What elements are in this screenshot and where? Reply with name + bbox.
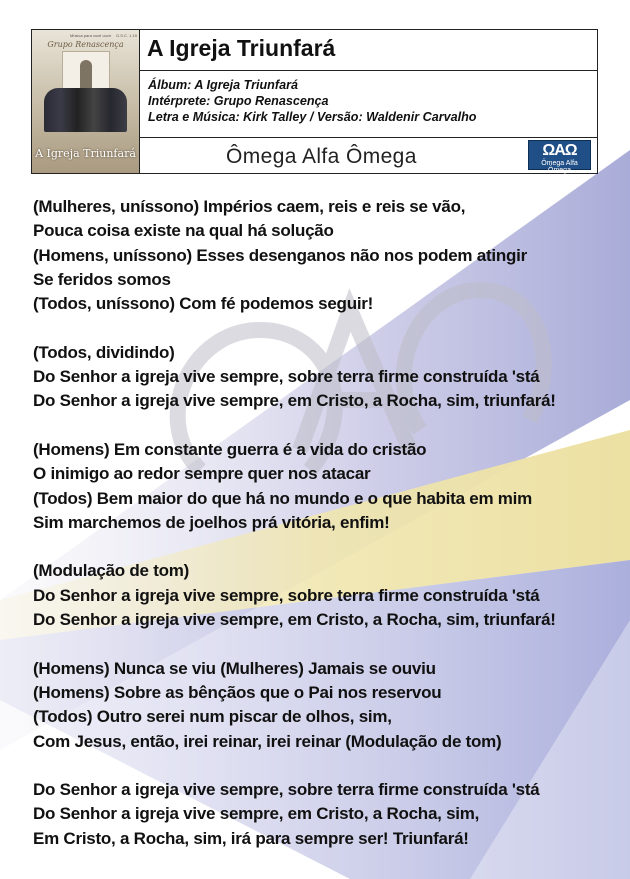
lyric-line: (Homens) Sobre as bênçãos que o Pai nos reservou: [33, 682, 442, 702]
lyric-line: O inimigo ao redor sempre quer nos atacar: [33, 464, 371, 484]
lyric-line: Com Jesus, então, irei reinar, irei reinar (Modulação de tom): [33, 731, 502, 751]
cover-small-text: Música para você ouvir: [70, 33, 112, 38]
lyric-line: Sim marchemos de joelhos prá vitória, enfim!: [33, 512, 390, 532]
lyric-line: Se feridos somos: [33, 269, 171, 289]
omega-logo-icon: ΩAΩ: [542, 142, 577, 159]
brand-name: Ômega Alfa Ômega: [226, 145, 417, 168]
lyric-line: (Todos, uníssono) Com fé podemos seguir!: [33, 294, 374, 314]
lyric-line: Em Cristo, a Rocha, sim, irá para sempre ser! Triunfará!: [33, 828, 469, 848]
logo-caption: Ômega Alfa Ômega: [541, 160, 578, 174]
lyric-line: Do Senhor a igreja vive sempre, sobre terra firme construída 'stá: [33, 367, 540, 387]
lyric-line: Do Senhor a igreja vive sempre, em Cristo, a Rocha, sim, triunfará!: [33, 391, 556, 411]
lyric-line: Pouca coisa existe na qual há solução: [33, 221, 334, 241]
lyric-line: (Todos) Outro serei num piscar de olhos, sim,: [33, 707, 392, 727]
stanza-gap: [33, 535, 623, 559]
lyric-line: (Homens) Nunca se viu (Mulheres) Jamais se ouviu: [33, 658, 436, 678]
cover-code: G.S.C. 1.19: [116, 33, 137, 38]
lyric-line: Do Senhor a igreja vive sempre, em Cristo, a Rocha, sim,: [33, 804, 480, 824]
stanza-gap: [33, 316, 623, 340]
lyric-line: Do Senhor a igreja vive sempre, sobre terra firme construída 'stá: [33, 585, 540, 605]
song-title: A Igreja Triunfará: [140, 30, 597, 71]
lyric-line: (Homens, uníssono) Esses desenganos não nos podem atingir: [33, 245, 527, 265]
cover-church-image: [62, 51, 110, 93]
cover-group-photo: [44, 88, 127, 132]
song-info: [140, 71, 597, 138]
lyric-line: (Modulação de tom): [33, 561, 190, 581]
credits-line: Letra e Música: Kirk Talley / Versão: Waldenir Carvalho: [148, 110, 477, 124]
cover-album-title: A Igreja Triunfará: [35, 147, 136, 160]
stanza-gap: [33, 754, 623, 778]
cover-group-name: Grupo Renascença: [47, 40, 124, 49]
stanza-gap: [33, 632, 623, 656]
performer-line: Intérprete: Grupo Renascença: [148, 94, 329, 108]
lyric-line: (Todos) Bem maior do que há no mundo e o que habita em mim: [33, 488, 532, 508]
lyric-line: (Mulheres, uníssono) Impérios caem, reis e reis se vão,: [33, 197, 466, 216]
song-header: [31, 29, 598, 174]
lyric-line: (Todos, dividindo): [33, 342, 175, 362]
stanza-gap: [33, 414, 623, 438]
lyrics: [33, 195, 623, 851]
album-cover: [32, 30, 140, 173]
lyric-line: Do Senhor a igreja vive sempre, em Cristo, a Rocha, sim, triunfará!: [33, 610, 556, 630]
omega-logo: [528, 140, 591, 174]
album-line: Álbum: A Igreja Triunfará: [148, 78, 298, 92]
lyric-line: Do Senhor a igreja vive sempre, sobre terra firme construída 'stá: [33, 780, 540, 800]
brand-row: [140, 138, 597, 173]
lyric-line: (Homens) Em constante guerra é a vida do cristão: [33, 439, 427, 459]
